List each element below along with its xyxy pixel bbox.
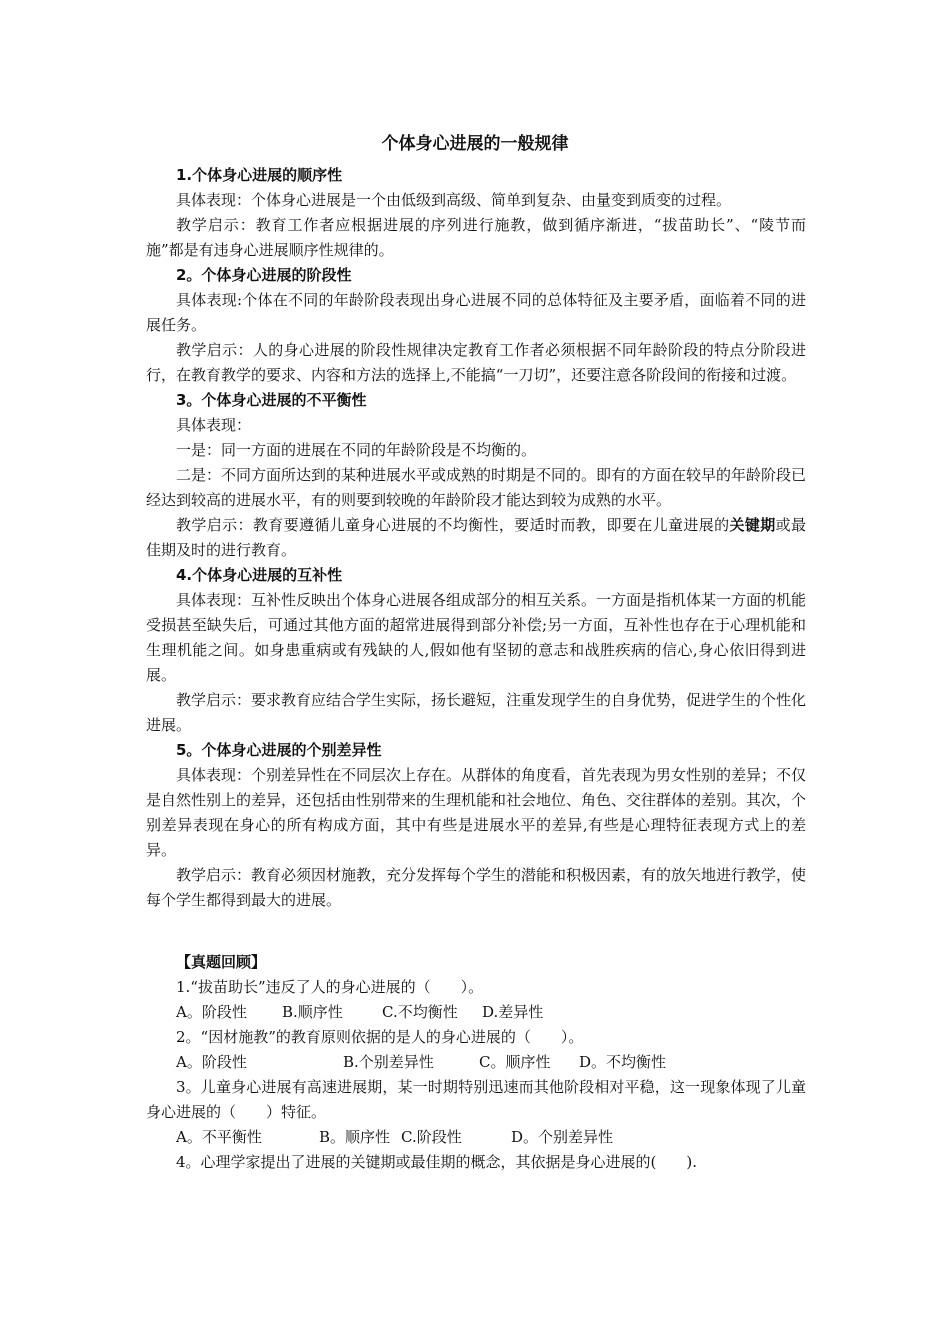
bold-term: 关键期 <box>729 516 776 534</box>
question: 3。儿童身心进展有高速进展期，某一时期特别迅速而其他阶段相对平稳，这一现象体现了儿童身心进展的（ ）特征。 <box>146 1078 806 1121</box>
paragraph: 一是：同一方面的进展在不同的年龄阶段是不均衡的。 <box>176 441 537 459</box>
option: A。阶段性 <box>176 1053 247 1071</box>
paragraph: 具体表现： <box>176 416 252 434</box>
options-row <box>146 1050 806 1075</box>
option: B.个别差异性 <box>343 1053 434 1071</box>
text-run: 教学启示：教育要遵循儿童身心进展的不均衡性，要适时而教，即要在儿童进展的 <box>176 516 730 534</box>
document-body <box>146 163 806 1175</box>
review-heading: 【真题回顾】 <box>176 953 267 971</box>
question: 4。心理学家提出了进展的关键期或最佳期的概念，其依据是身心进展的( ). <box>176 1153 698 1171</box>
option: C。顺序性 <box>479 1053 551 1071</box>
text-run: 或最佳期及时的进行教育。 <box>146 516 806 559</box>
option: C.阶段性 <box>401 1128 462 1146</box>
option: B。顺序性 <box>319 1128 391 1146</box>
paragraph <box>146 513 806 563</box>
paragraph: 具体表现：个体身心进展是一个由低级到高级、简单到复杂、由量变到质变的过程。 <box>176 191 732 209</box>
section-heading: 5。个体身心进展的个别差异性 <box>176 741 382 759</box>
spacer <box>146 913 806 950</box>
paragraph: 具体表现:个体在不同的年龄阶段表现出身心进展不同的总体特征及主要矛盾，面临着不同的进展任务。 <box>146 291 806 334</box>
options-row <box>146 1000 806 1025</box>
option: D。个别差异性 <box>511 1128 614 1146</box>
option: A。阶段性 <box>176 1003 247 1021</box>
document-title: 个体身心进展的一般规律 <box>381 134 569 154</box>
paragraph: 教学启示：教育必须因材施教，充分发挥每个学生的潜能和积极因素，有的放矢地进行教学，使每个学生都得到最大的进展。 <box>146 866 807 909</box>
option: A。不平衡性 <box>176 1128 262 1146</box>
option: C.不均衡性 <box>382 1003 458 1021</box>
options-row <box>146 1125 806 1150</box>
section-heading: 4.个体身心进展的互补性 <box>176 566 343 584</box>
option: D。不均衡性 <box>579 1053 667 1071</box>
option: D.差异性 <box>482 1003 544 1021</box>
question: 1.“拔苗助长”违反了人的身心进展的（ ）。 <box>176 978 484 996</box>
paragraph: 二是：不同方面所达到的某种进展水平或成熟的时期是不同的。即有的方面在较早的年龄阶段已经达到较高的进展水平，有的则要到较晚的年龄阶段才能达到较为成熟的水平。 <box>146 466 807 509</box>
section-heading: 1.个体身心进展的顺序性 <box>176 166 343 184</box>
question: 2。“因材施教”的教育原则依据的是人的身心进展的（ ）。 <box>176 1028 584 1046</box>
paragraph: 具体表现：互补性反映出个体身心进展各组成部分的相互关系。一方面是指机体某一方面的机能受损甚至缺失后，可通过其他方面的超常进展得到部分补偿;另一方面，互补性也存在于心理机能和生理机能之间。如身患重病或有残缺的人,假如他有坚韧的意志和战胜疾病的信心,身心依旧得到进展。 <box>146 591 807 684</box>
paragraph: 具体表现：个别差异性在不同层次上存在。从群体的角度看，首先表现为男女性别的差异；不仅是自然性别上的差异，还包括由性别带来的生理机能和社会地位、角色、交往群体的差别。其次，个别差异表现在身心的所有构成方面，其中有些是进展水平的差异,有些是心理特征表现方式上的差异。 <box>146 766 807 859</box>
paragraph: 教学启示：要求教育应结合学生实际，扬长避短，注重发现学生的自身优势，促进学生的个性化进展。 <box>146 691 807 734</box>
paragraph: 教学启示：教育工作者应根据进展的序列进行施教，做到循序渐进，“拔苗助长”、“陵节而施”都是有违身心进展顺序性规律的。 <box>146 216 806 259</box>
paragraph: 教学启示：人的身心进展的阶段性规律决定教育工作者必须根据不同年龄阶段的特点分阶段进行，在教育教学的要求、内容和方法的选择上,不能搞“一刀切”，还要注意各阶段间的衔接和过渡。 <box>146 341 806 384</box>
section-heading: 3。个体身心进展的不平衡性 <box>176 391 367 409</box>
option: B.顺序性 <box>282 1003 343 1021</box>
section-heading: 2。个体身心进展的阶段性 <box>176 266 352 284</box>
